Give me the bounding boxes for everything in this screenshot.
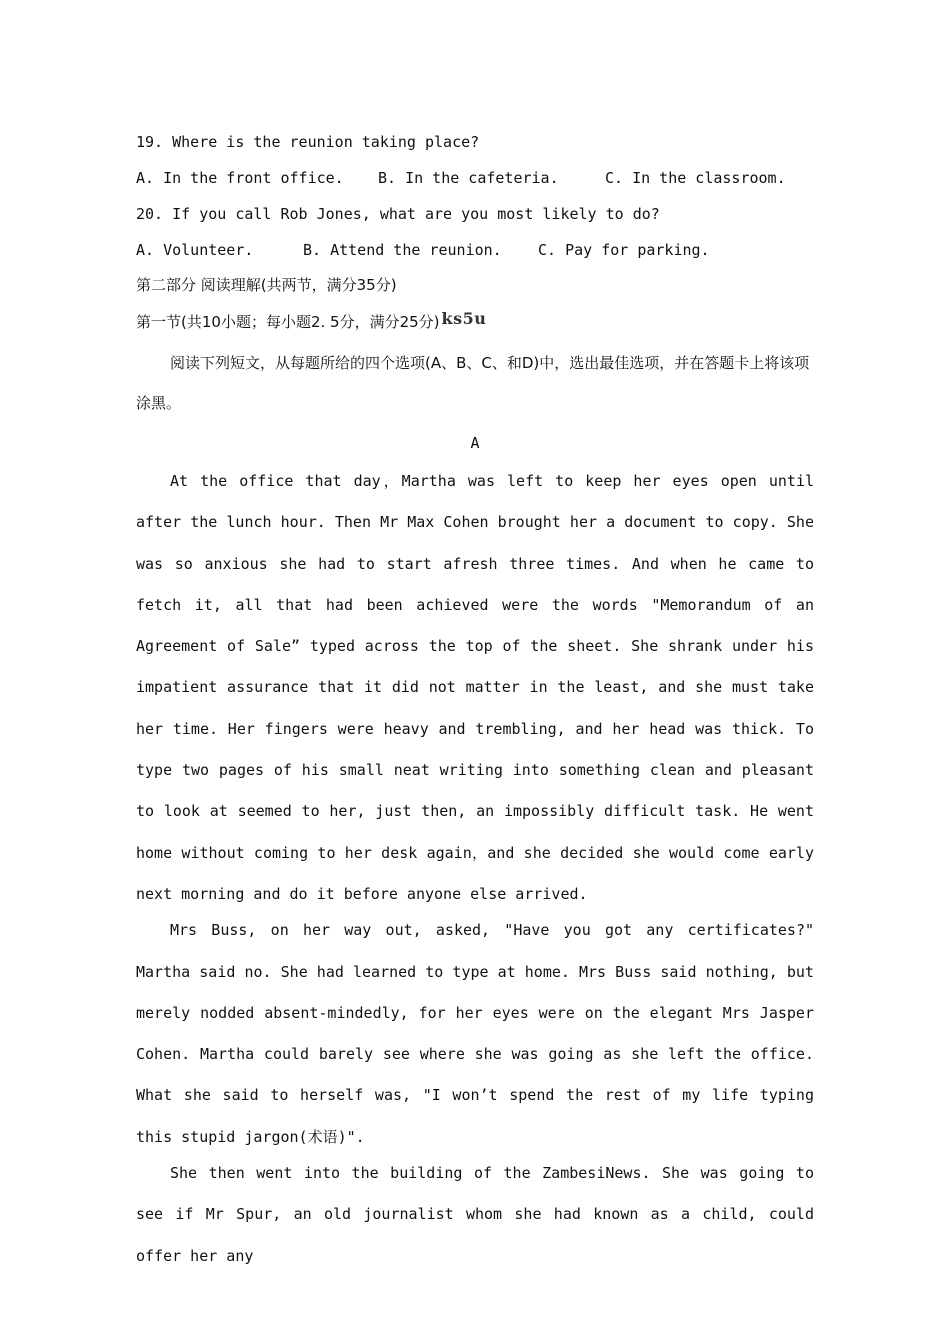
question-20-stem: 20. If you call Rob Jones, what are you most likely to do?	[136, 205, 660, 223]
question-19-option-a: A. In the front office.	[136, 169, 344, 187]
question-19-options	[136, 160, 814, 196]
section-one-heading: 第一节(共10小题；每小题2. 5分，满分25分)	[136, 313, 440, 331]
reading-instructions: 阅读下列短文，从每题所给的四个选项(A、B、C、和D)中，选出最佳选项，并在答题卡上将该项涂黑。	[136, 354, 810, 412]
question-20-options	[136, 232, 814, 268]
question-19-option-b: B. In the cafeteria.	[378, 169, 559, 187]
passage-paragraph: Mrs Buss, on her way out, asked, "Have you got any certificates?" Martha said no. She had learned to type at home. Mrs Buss said nothing, but merely nodded absent-mindedly, for her eyes were on the elegant Mrs Jasper Cohen. Martha could barely see where she was going as she left the office. What she said to herself was, "I won’t spend the rest of my life typing this stupid jargon(术语)".	[136, 921, 814, 1146]
question-20-option-c: C. Pay for parking.	[538, 241, 710, 259]
question-20-option-b: B. Attend the reunion.	[303, 241, 502, 259]
section-one-heading-line	[136, 302, 814, 339]
passage-paragraph: She then went into the building of the ZambesiNews. She was going to see if Mr Spur, an old journalist whom she had known as a child, could offer her any	[136, 1164, 814, 1265]
question-19-option-c: C. In the classroom.	[605, 169, 786, 187]
passage-paragraph: At the office that day，Martha was left to keep her eyes open until after the lunch hour. Then Mr Max Cohen brought her a document to copy. She was so anxious she had to start afresh three times. And when he came to fetch it, all that had been achieved were the words "Memorandum of an Agreement of Sale” typed across the top of the sheet. She shrank under his impatient assurance that it did not matter in the least, and she must take her time. Her fingers were heavy and trembling, and her head was thick. To type two pages of his small neat writing into something clean and pleasant to look at seemed to her, just then, an impossibly difficult task. He went home without coming to her desk again，and she decided she would come early next morning and do it before anyone else arrived.	[136, 472, 814, 903]
part-two-heading: 第二部分 阅读理解(共两节，满分35分)	[136, 276, 397, 294]
passage-label: A	[470, 434, 480, 452]
question-19-stem: 19. Where is the reunion taking place?	[136, 133, 480, 151]
document-page	[136, 124, 814, 1277]
question-20-option-a: A. Volunteer.	[136, 241, 254, 259]
ks5u-logo: ks5u	[441, 309, 487, 328]
